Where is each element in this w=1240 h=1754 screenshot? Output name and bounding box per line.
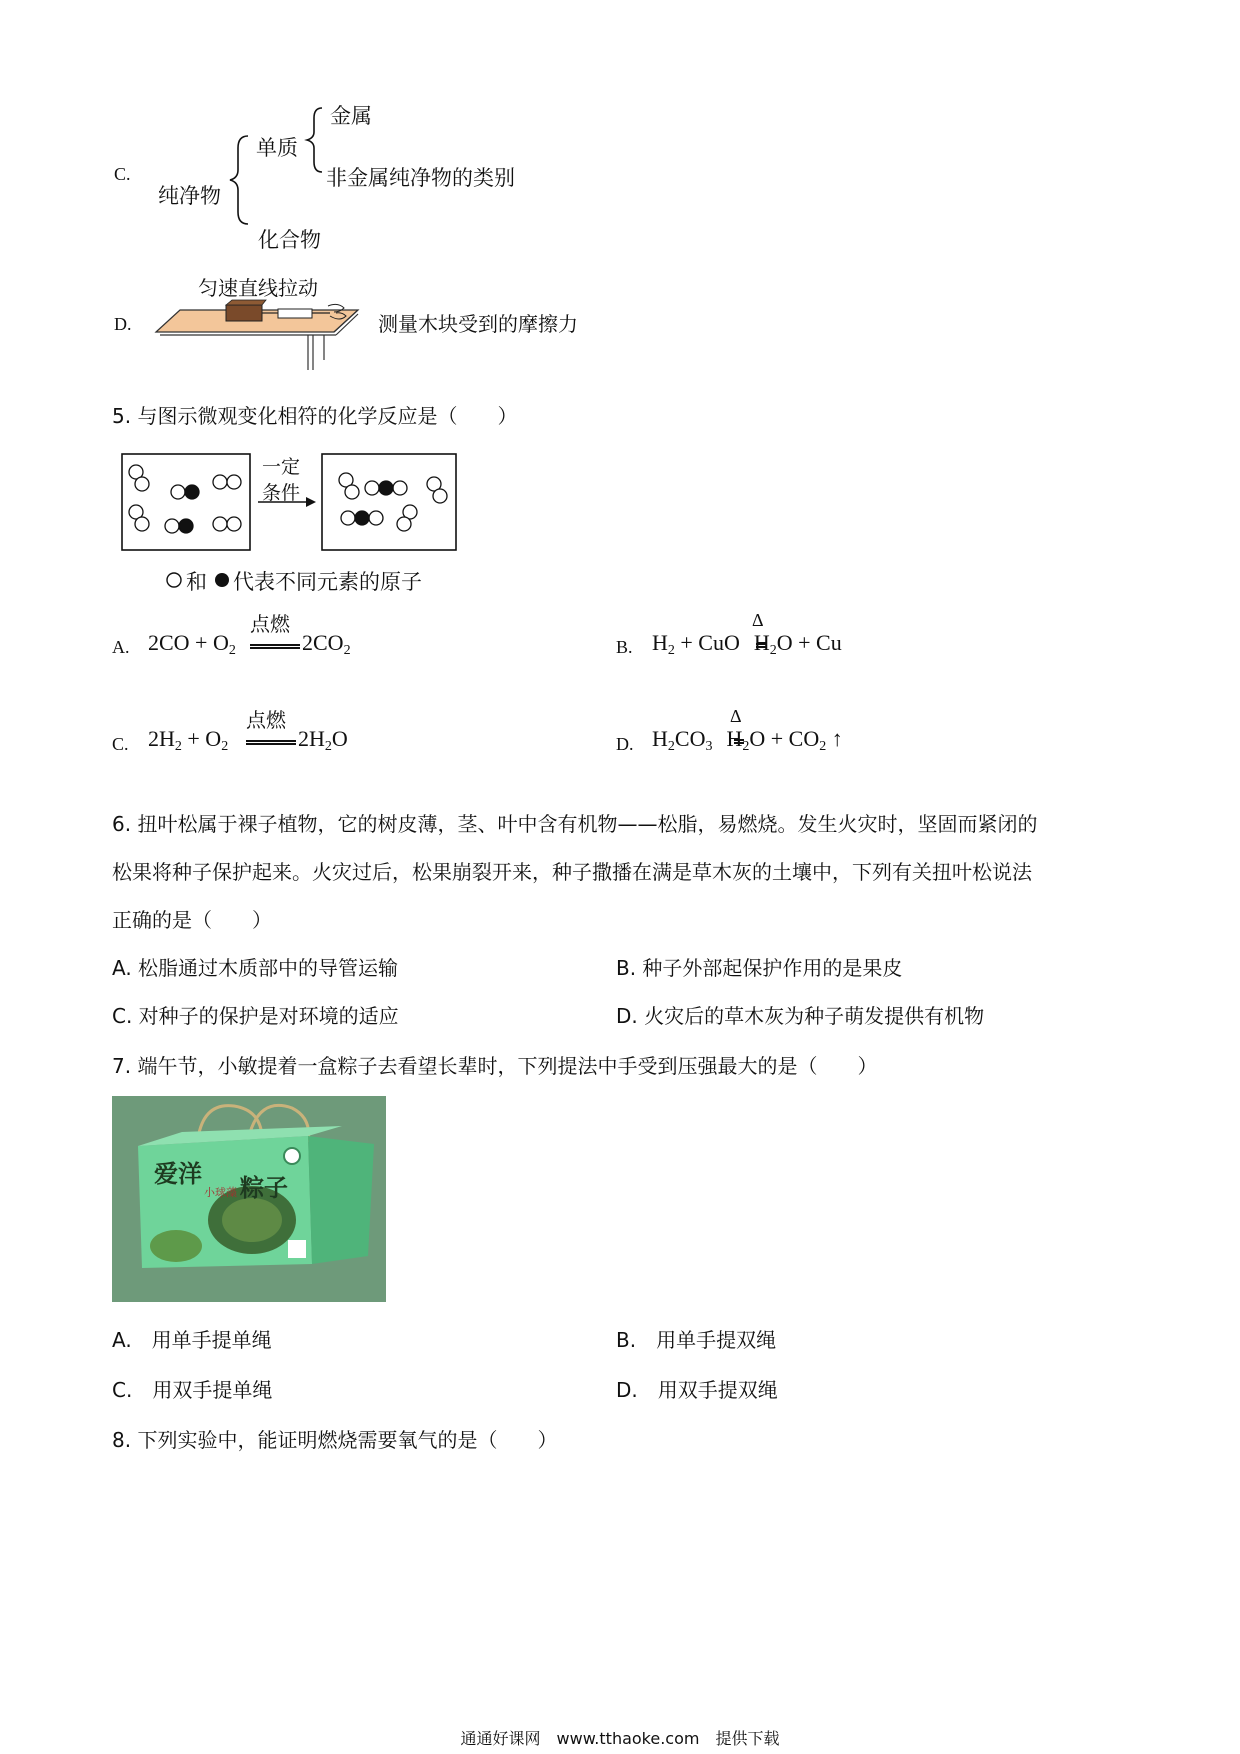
- legend-text: 代表不同元素的原子: [233, 570, 422, 594]
- q6-option-c: C. 对种子的保护是对环境的适应: [112, 1004, 399, 1028]
- q5-option-b-condition: Δ: [752, 610, 764, 630]
- figure-label-uniform-pull: 匀速直线拉动: [198, 276, 318, 300]
- question-7-stem: 7. 端午节，小敏提着一盒粽子去看望长辈时，下列提法中手受到压强最大的是（ ）: [112, 1054, 878, 1078]
- q5-option-c-lhs: $2H_2 + O_2$: [148, 726, 229, 754]
- q7-option-a: A. 用单手提单绳: [112, 1328, 272, 1352]
- q5-option-a-equals: [250, 644, 300, 649]
- q5-option-a-condition: 点燃: [250, 612, 290, 636]
- q5-option-a-lhs: $2CO + O_2$: [148, 630, 236, 658]
- q5-option-c-rhs: $2H_2O$: [298, 726, 348, 754]
- zongzi-box-image: [112, 1096, 386, 1302]
- q6-option-a: A. 松脂通过木质部中的导管运输: [112, 956, 399, 980]
- tree-leaf-metal: 金属: [330, 104, 372, 128]
- q5-option-b-equation: $H_2$ + CuO $H_2O + Cu$: [652, 630, 842, 658]
- q5-option-d-condition: Δ: [730, 706, 742, 726]
- figure-label-friction: 测量木块受到的摩擦力: [378, 312, 578, 336]
- question-6-line-3: 正确的是（ ）: [112, 908, 272, 932]
- legend-white-atom-icon: [164, 570, 184, 590]
- q5-option-d-equals: [734, 739, 744, 744]
- option-letter-d: D.: [114, 314, 132, 334]
- tree-leaf-nonmetal: 非金属纯净物的类别: [326, 166, 515, 190]
- question-8-stem: 8. 下列实验中，能证明燃烧需要氧气的是（ ）: [112, 1428, 558, 1452]
- q5-option-b-letter: B.: [616, 637, 633, 657]
- q7-option-d: D. 用双手提双绳: [616, 1378, 778, 1402]
- tree-branch-compound: 化合物: [258, 228, 321, 252]
- q7-option-b: B. 用单手提双绳: [616, 1328, 777, 1352]
- q5-option-b-equals: [756, 643, 766, 648]
- q6-option-b: B. 种子外部起保护作用的是果皮: [616, 956, 903, 980]
- q5-option-a-letter: A.: [112, 637, 130, 657]
- diagram-arrow-label-2: 条件: [262, 482, 301, 504]
- q5-option-c-equals: [246, 740, 296, 745]
- tree-braces: [210, 100, 330, 250]
- q5-option-a-rhs: $2CO_2$: [302, 630, 351, 658]
- box-sub-text: 小球藻: [204, 1186, 237, 1199]
- q5-option-c-letter: C.: [112, 734, 129, 754]
- option-letter-c: C.: [114, 164, 131, 184]
- box-brand-text: 爱洋: [154, 1159, 202, 1188]
- legend-and: 和: [186, 570, 207, 594]
- question-6-line-1: 6. 扭叶松属于裸子植物，它的树皮薄，茎、叶中含有机物——松脂，易燃烧。发生火灾时，坚固而紧闭的: [112, 812, 1038, 836]
- q5-option-d-equation: $H_2CO_3$ $H_2O + CO_2$ ↑: [652, 726, 843, 754]
- question-5-stem: 5. 与图示微观变化相符的化学反应是（ ）: [112, 404, 518, 428]
- q7-option-c: C. 用双手提单绳: [112, 1378, 273, 1402]
- friction-experiment-figure: [140, 298, 380, 372]
- page-footer: 通通好课网 www.tthaoke.com 提供下载: [460, 1729, 780, 1748]
- question-6-line-2: 松果将种子保护起来。火灾过后，松果崩裂开来，种子撒播在满是草木灰的土壤中，下列有关扭叶松说法: [112, 860, 1032, 884]
- q5-option-d-letter: D.: [616, 734, 634, 754]
- box-product-text: 粽子: [240, 1173, 288, 1202]
- legend-black-atom-icon: [212, 570, 232, 590]
- diagram-arrow-label-1: 一定: [262, 456, 301, 478]
- q6-option-d: D. 火灾后的草木灰为种子萌发提供有机物: [616, 1004, 985, 1028]
- tree-root-label: 纯净物: [158, 184, 221, 208]
- tree-branch-simple-substance: 单质: [256, 136, 298, 160]
- q5-option-c-condition: 点燃: [246, 708, 286, 732]
